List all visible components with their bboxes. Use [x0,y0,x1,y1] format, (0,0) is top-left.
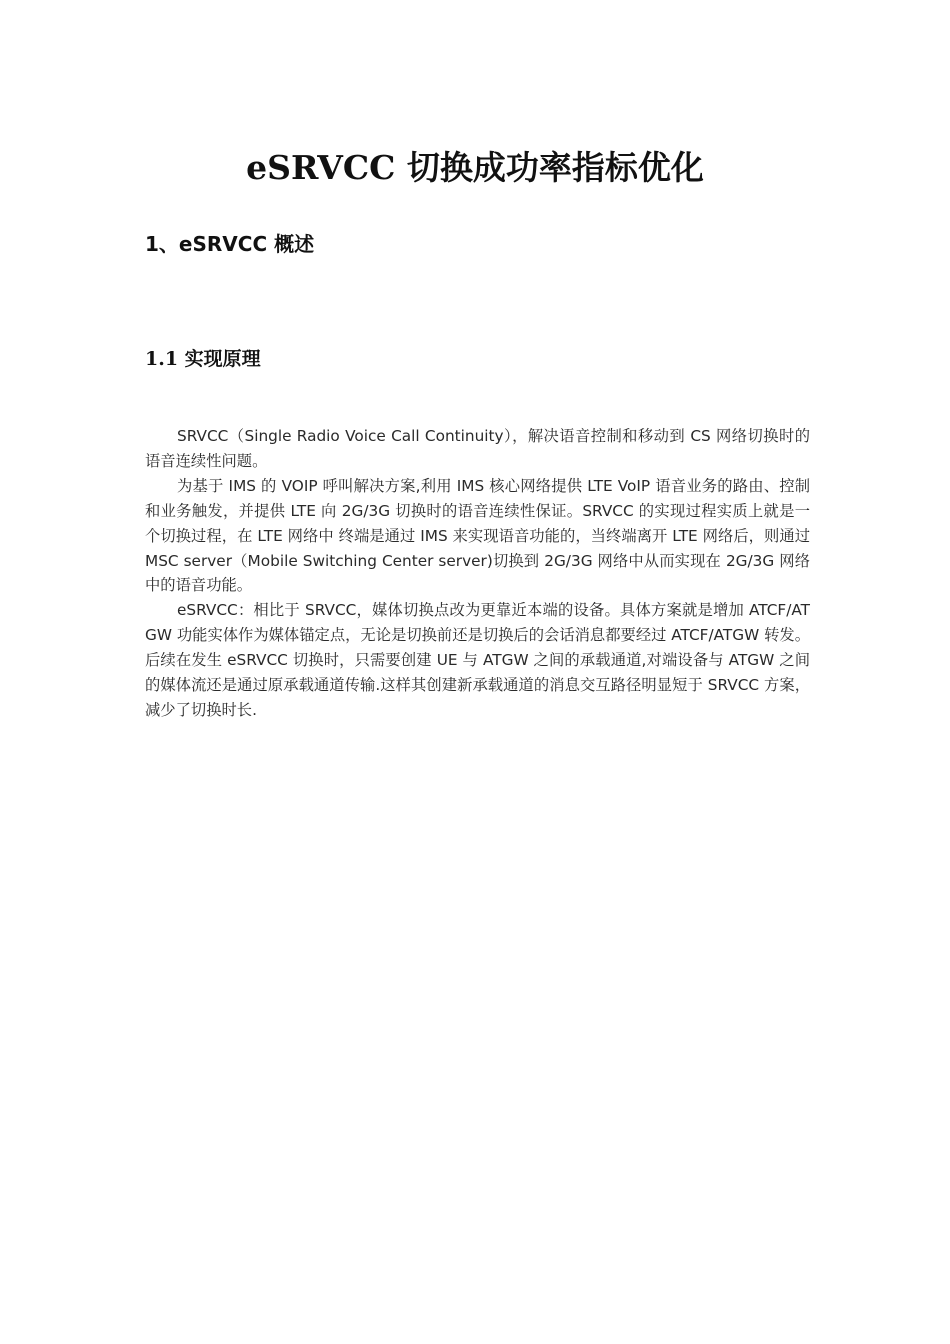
subsection-heading-principle: 1.1 实现原理 [145,348,261,370]
paragraph-ims-voip-solution: 为基于 IMS 的 VOIP 呼叫解决方案,利用 IMS 核心网络提供 LTE VoIP 语音业务的路由、控制和业务触发，并提供 LTE 向 2G/3G 切换时的语音连续性保证。SRVCC 的实现过程实质上就是一个切换过程，在 LTE 网络中 终端是通过 IMS 来实现语音功能的，当终端离开 LTE 网络后，则通过 MSC server（Mobile Switching Center server)切换到 2G/3G 网络中从而实现在 2G/3G 网络中的语音功能。 [145,476,810,595]
section-heading-overview: 1、eSRVCC 概述 [145,232,315,256]
document-title: eSRVCC 切换成功率指标优化 [246,148,704,187]
paragraph-srvcc-definition: SRVCC（Single Radio Voice Call Continuity），解决语音控制和移动到 CS 网络切换时的语音连续性问题。 [145,427,810,470]
section-body [145,424,810,723]
paragraph-esrvcc-description: eSRVCC：相比于 SRVCC，媒体切换点改为更靠近本端的设备。具体方案就是增加 ATCF/ATGW 功能实体作为媒体锚定点，无论是切换前还是切换后的会话消息都要经过 ATCF/ATGW 转发。后续在发生 eSRVCC 切换时，只需要创建 UE 与 ATGW 之间的承载通道,对端设备与 ATGW 之间的媒体流还是通过原承载通道传输.这样其创建新承载通道的消息交互路径明显短于 SRVCC 方案，减少了切换时长. [145,601,810,719]
